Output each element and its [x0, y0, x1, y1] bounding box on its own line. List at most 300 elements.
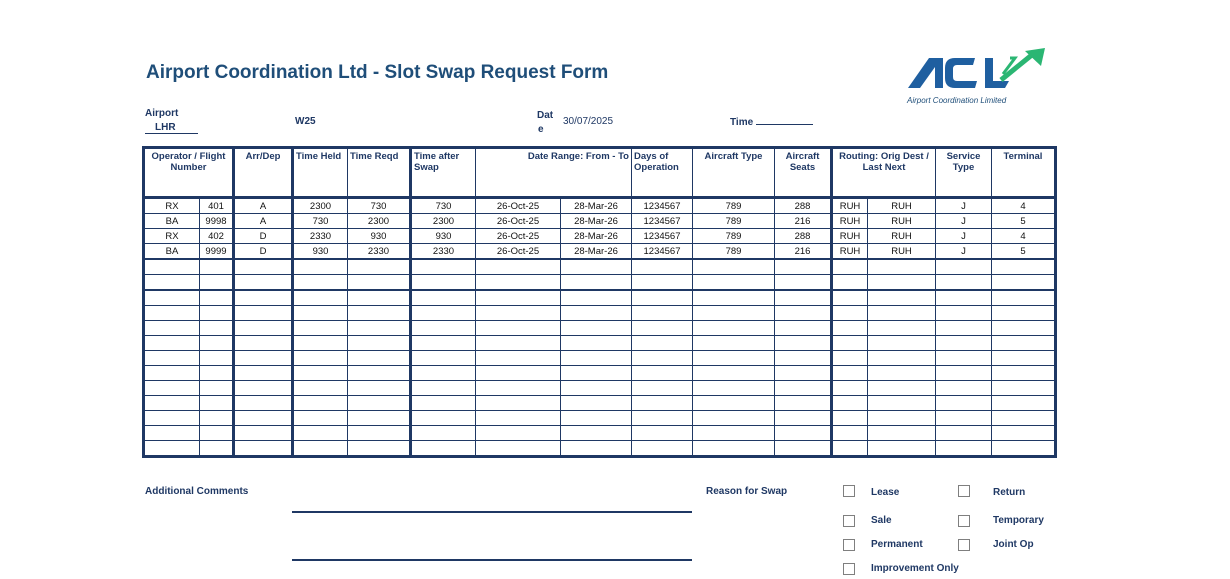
sale-checkbox[interactable]: [843, 515, 855, 527]
cell-arr-dep[interactable]: [234, 411, 293, 426]
cell-flight-number[interactable]: [200, 381, 234, 396]
cell-aircraft-type[interactable]: 789: [693, 244, 775, 260]
reason-for-swap-label: Reason for Swap: [706, 486, 788, 497]
table-row: [144, 214, 1056, 229]
cell-days[interactable]: 1234567: [632, 244, 693, 260]
cell-date-to[interactable]: 28-Mar-26: [561, 214, 632, 229]
cell-arr-dep[interactable]: A: [234, 198, 293, 214]
cell-destination[interactable]: [868, 321, 936, 336]
cell-time-reqd[interactable]: [348, 441, 411, 457]
cell-flight-number[interactable]: [200, 259, 234, 275]
cell-origin[interactable]: RUH: [832, 198, 868, 214]
cell-origin[interactable]: [832, 411, 868, 426]
table-row: [144, 351, 1056, 366]
cell-origin[interactable]: [832, 259, 868, 275]
cell-date-to[interactable]: [561, 366, 632, 381]
cell-time-reqd[interactable]: [348, 306, 411, 321]
cell-time-held[interactable]: 2330: [293, 229, 348, 244]
cell-operator[interactable]: [144, 396, 200, 411]
return-label: Return: [993, 487, 1026, 498]
cell-date-from[interactable]: [476, 366, 561, 381]
table-row: [144, 229, 1056, 244]
cell-origin[interactable]: [832, 336, 868, 351]
cell-time-held[interactable]: [293, 259, 348, 275]
cell-origin[interactable]: [832, 441, 868, 457]
cell-flight-number[interactable]: 402: [200, 229, 234, 244]
cell-days[interactable]: [632, 381, 693, 396]
table-row: [144, 441, 1056, 457]
table-row: [144, 275, 1056, 291]
cell-time-reqd[interactable]: [348, 290, 411, 306]
cell-date-from[interactable]: 26-Oct-25: [476, 244, 561, 260]
cell-time-reqd[interactable]: [348, 426, 411, 441]
cell-days[interactable]: [632, 275, 693, 291]
cell-service-type[interactable]: [936, 351, 992, 366]
cell-date-from[interactable]: [476, 381, 561, 396]
cell-date-from[interactable]: 26-Oct-25: [476, 214, 561, 229]
cell-flight-number[interactable]: [200, 411, 234, 426]
cell-aircraft-seats[interactable]: [775, 321, 832, 336]
cell-aircraft-seats[interactable]: 216: [775, 214, 832, 229]
cell-date-from[interactable]: [476, 411, 561, 426]
cell-arr-dep[interactable]: [234, 336, 293, 351]
cell-arr-dep[interactable]: [234, 290, 293, 306]
cell-terminal[interactable]: [992, 275, 1056, 291]
cell-destination[interactable]: [868, 366, 936, 381]
cell-days[interactable]: [632, 426, 693, 441]
cell-aircraft-type[interactable]: [693, 426, 775, 441]
cell-aircraft-seats[interactable]: [775, 426, 832, 441]
cell-origin[interactable]: [832, 275, 868, 291]
table-row: [144, 244, 1056, 260]
cell-date-from[interactable]: [476, 441, 561, 457]
cell-operator[interactable]: [144, 441, 200, 457]
cell-origin[interactable]: [832, 396, 868, 411]
cell-date-to[interactable]: 28-Mar-26: [561, 244, 632, 260]
cell-destination[interactable]: [868, 336, 936, 351]
cell-time-after[interactable]: [411, 259, 476, 275]
cell-operator[interactable]: [144, 306, 200, 321]
cell-days[interactable]: [632, 306, 693, 321]
cell-days[interactable]: [632, 366, 693, 381]
header-date-range: Date Range: From - To: [476, 148, 632, 198]
cell-date-from[interactable]: 26-Oct-25: [476, 198, 561, 214]
cell-flight-number[interactable]: [200, 306, 234, 321]
cell-flight-number[interactable]: 9999: [200, 244, 234, 260]
cell-date-from[interactable]: [476, 336, 561, 351]
cell-days[interactable]: 1234567: [632, 198, 693, 214]
cell-time-reqd[interactable]: [348, 411, 411, 426]
cell-time-reqd[interactable]: [348, 366, 411, 381]
cell-aircraft-seats[interactable]: [775, 336, 832, 351]
cell-arr-dep[interactable]: [234, 381, 293, 396]
cell-aircraft-seats[interactable]: 216: [775, 244, 832, 260]
cell-operator[interactable]: [144, 336, 200, 351]
cell-time-held[interactable]: [293, 381, 348, 396]
header-days: Days of Operation: [632, 148, 693, 198]
cell-aircraft-seats[interactable]: [775, 381, 832, 396]
cell-time-held[interactable]: [293, 411, 348, 426]
cell-operator[interactable]: [144, 290, 200, 306]
cell-service-type[interactable]: J: [936, 198, 992, 214]
cell-time-held[interactable]: [293, 351, 348, 366]
cell-service-type[interactable]: [936, 321, 992, 336]
improvement-only-checkbox[interactable]: [843, 563, 855, 575]
cell-date-to[interactable]: [561, 426, 632, 441]
cell-service-type[interactable]: [936, 366, 992, 381]
cell-date-to[interactable]: [561, 306, 632, 321]
comments-line-2[interactable]: [292, 559, 692, 561]
cell-date-from[interactable]: [476, 396, 561, 411]
cell-time-after[interactable]: 930: [411, 229, 476, 244]
time-field-line[interactable]: [756, 124, 813, 125]
cell-terminal[interactable]: 4: [992, 229, 1056, 244]
cell-origin[interactable]: [832, 366, 868, 381]
cell-time-reqd[interactable]: 2330: [348, 244, 411, 260]
header-arrdep: Arr/Dep: [234, 148, 293, 198]
cell-aircraft-type[interactable]: [693, 396, 775, 411]
cell-flight-number[interactable]: 9998: [200, 214, 234, 229]
cell-destination[interactable]: [868, 426, 936, 441]
cell-destination[interactable]: [868, 259, 936, 275]
cell-service-type[interactable]: J: [936, 214, 992, 229]
cell-time-reqd[interactable]: 2300: [348, 214, 411, 229]
cell-time-held[interactable]: [293, 275, 348, 291]
cell-aircraft-seats[interactable]: [775, 396, 832, 411]
table-row: [144, 290, 1056, 306]
date-label-part2: e: [538, 124, 544, 135]
cell-operator[interactable]: RX: [144, 198, 200, 214]
cell-time-after[interactable]: [411, 426, 476, 441]
cell-terminal[interactable]: [992, 426, 1056, 441]
cell-destination[interactable]: RUH: [868, 244, 936, 260]
cell-terminal[interactable]: [992, 306, 1056, 321]
cell-destination[interactable]: RUH: [868, 229, 936, 244]
cell-destination[interactable]: [868, 306, 936, 321]
cell-service-type[interactable]: [936, 259, 992, 275]
cell-service-type[interactable]: [936, 381, 992, 396]
cell-origin[interactable]: [832, 321, 868, 336]
cell-service-type[interactable]: [936, 426, 992, 441]
cell-aircraft-seats[interactable]: [775, 351, 832, 366]
cell-terminal[interactable]: [992, 411, 1056, 426]
cell-origin[interactable]: [832, 290, 868, 306]
cell-flight-number[interactable]: [200, 351, 234, 366]
cell-time-held[interactable]: [293, 426, 348, 441]
cell-arr-dep[interactable]: [234, 321, 293, 336]
cell-date-to[interactable]: [561, 336, 632, 351]
cell-aircraft-seats[interactable]: [775, 366, 832, 381]
cell-flight-number[interactable]: [200, 336, 234, 351]
cell-arr-dep[interactable]: [234, 275, 293, 291]
cell-origin[interactable]: RUH: [832, 214, 868, 229]
cell-arr-dep[interactable]: [234, 366, 293, 381]
table-row: [144, 411, 1056, 426]
cell-date-from[interactable]: [476, 275, 561, 291]
cell-origin[interactable]: [832, 426, 868, 441]
comments-line-1[interactable]: [292, 511, 692, 513]
cell-origin[interactable]: RUH: [832, 244, 868, 260]
cell-terminal[interactable]: [992, 259, 1056, 275]
cell-time-held[interactable]: [293, 336, 348, 351]
cell-time-reqd[interactable]: [348, 351, 411, 366]
cell-aircraft-type[interactable]: [693, 336, 775, 351]
cell-terminal[interactable]: [992, 290, 1056, 306]
cell-flight-number[interactable]: [200, 275, 234, 291]
cell-operator[interactable]: [144, 366, 200, 381]
cell-aircraft-type[interactable]: [693, 321, 775, 336]
cell-aircraft-seats[interactable]: [775, 290, 832, 306]
cell-time-after[interactable]: [411, 321, 476, 336]
cell-terminal[interactable]: [992, 441, 1056, 457]
cell-terminal[interactable]: [992, 381, 1056, 396]
cell-arr-dep[interactable]: [234, 259, 293, 275]
cell-operator[interactable]: [144, 411, 200, 426]
cell-date-to[interactable]: 28-Mar-26: [561, 229, 632, 244]
cell-date-from[interactable]: 26-Oct-25: [476, 229, 561, 244]
cell-time-after[interactable]: [411, 351, 476, 366]
cell-date-to[interactable]: [561, 351, 632, 366]
cell-arr-dep[interactable]: [234, 396, 293, 411]
cell-time-reqd[interactable]: [348, 321, 411, 336]
cell-time-reqd[interactable]: [348, 396, 411, 411]
cell-operator[interactable]: [144, 321, 200, 336]
cell-days[interactable]: [632, 259, 693, 275]
cell-service-type[interactable]: J: [936, 229, 992, 244]
cell-destination[interactable]: [868, 290, 936, 306]
cell-date-to[interactable]: [561, 396, 632, 411]
temporary-checkbox[interactable]: [958, 515, 970, 527]
cell-time-reqd[interactable]: [348, 336, 411, 351]
cell-destination[interactable]: [868, 396, 936, 411]
cell-aircraft-type[interactable]: 789: [693, 214, 775, 229]
cell-aircraft-type[interactable]: [693, 290, 775, 306]
cell-origin[interactable]: [832, 306, 868, 321]
cell-date-from[interactable]: [476, 426, 561, 441]
cell-aircraft-seats[interactable]: [775, 306, 832, 321]
cell-operator[interactable]: [144, 259, 200, 275]
cell-aircraft-seats[interactable]: [775, 259, 832, 275]
cell-aircraft-type[interactable]: [693, 275, 775, 291]
lease-checkbox[interactable]: [843, 485, 855, 497]
cell-flight-number[interactable]: [200, 396, 234, 411]
cell-time-held[interactable]: [293, 290, 348, 306]
cell-arr-dep[interactable]: D: [234, 229, 293, 244]
cell-date-to[interactable]: [561, 321, 632, 336]
cell-time-after[interactable]: [411, 411, 476, 426]
cell-arr-dep[interactable]: D: [234, 244, 293, 260]
cell-aircraft-type[interactable]: [693, 366, 775, 381]
cell-date-from[interactable]: [476, 306, 561, 321]
header-routing: Routing: Orig Dest / Last Next: [832, 148, 936, 198]
cell-flight-number[interactable]: 401: [200, 198, 234, 214]
cell-service-type[interactable]: [936, 290, 992, 306]
cell-days[interactable]: [632, 396, 693, 411]
cell-terminal[interactable]: 4: [992, 198, 1056, 214]
cell-destination[interactable]: [868, 381, 936, 396]
cell-time-held[interactable]: 930: [293, 244, 348, 260]
cell-origin[interactable]: RUH: [832, 229, 868, 244]
cell-aircraft-type[interactable]: [693, 351, 775, 366]
cell-destination[interactable]: [868, 275, 936, 291]
table-row: [144, 198, 1056, 214]
cell-operator[interactable]: RX: [144, 229, 200, 244]
cell-terminal[interactable]: [992, 366, 1056, 381]
improvement-only-label: Improvement Only: [871, 563, 959, 574]
cell-time-held[interactable]: [293, 396, 348, 411]
cell-flight-number[interactable]: [200, 426, 234, 441]
table-row: [144, 426, 1056, 441]
cell-origin[interactable]: [832, 381, 868, 396]
cell-days[interactable]: [632, 290, 693, 306]
return-checkbox[interactable]: [958, 485, 970, 497]
header-operator: Operator / Flight Number: [144, 148, 234, 198]
cell-time-after[interactable]: [411, 275, 476, 291]
cell-aircraft-type[interactable]: 789: [693, 229, 775, 244]
cell-destination[interactable]: [868, 411, 936, 426]
cell-flight-number[interactable]: [200, 441, 234, 457]
cell-arr-dep[interactable]: [234, 306, 293, 321]
cell-date-from[interactable]: [476, 351, 561, 366]
cell-date-to[interactable]: [561, 259, 632, 275]
cell-days[interactable]: [632, 441, 693, 457]
cell-operator[interactable]: BA: [144, 214, 200, 229]
cell-operator[interactable]: [144, 381, 200, 396]
logo-subtitle: Airport Coordination Limited: [907, 96, 1007, 105]
cell-time-held[interactable]: [293, 441, 348, 457]
cell-service-type[interactable]: [936, 336, 992, 351]
table-row: [144, 336, 1056, 351]
airport-value[interactable]: LHR: [155, 122, 176, 133]
cell-terminal[interactable]: [992, 396, 1056, 411]
cell-aircraft-seats[interactable]: [775, 411, 832, 426]
cell-aircraft-seats[interactable]: [775, 441, 832, 457]
table-row: [144, 396, 1056, 411]
cell-flight-number[interactable]: [200, 290, 234, 306]
cell-operator[interactable]: [144, 351, 200, 366]
cell-time-held[interactable]: [293, 306, 348, 321]
cell-days[interactable]: [632, 411, 693, 426]
cell-time-after[interactable]: [411, 441, 476, 457]
season-value[interactable]: W25: [295, 116, 316, 127]
cell-terminal[interactable]: 5: [992, 244, 1056, 260]
cell-service-type[interactable]: [936, 441, 992, 457]
time-label: Time: [730, 117, 754, 128]
cell-days[interactable]: [632, 321, 693, 336]
cell-destination[interactable]: RUH: [868, 214, 936, 229]
cell-aircraft-seats[interactable]: 288: [775, 198, 832, 214]
cell-time-after[interactable]: [411, 381, 476, 396]
cell-date-to[interactable]: [561, 381, 632, 396]
date-value[interactable]: 30/07/2025: [563, 116, 614, 127]
cell-terminal[interactable]: [992, 321, 1056, 336]
cell-arr-dep[interactable]: [234, 351, 293, 366]
cell-operator[interactable]: [144, 426, 200, 441]
cell-destination[interactable]: [868, 351, 936, 366]
additional-comments-label: Additional Comments: [145, 486, 249, 497]
cell-arr-dep[interactable]: [234, 441, 293, 457]
cell-operator[interactable]: BA: [144, 244, 200, 260]
header-aircraft-seats: Aircraft Seats: [775, 148, 832, 198]
cell-days[interactable]: [632, 351, 693, 366]
cell-time-after[interactable]: 2330: [411, 244, 476, 260]
cell-time-reqd[interactable]: 730: [348, 198, 411, 214]
cell-terminal[interactable]: 5: [992, 214, 1056, 229]
joint-op-checkbox[interactable]: [958, 539, 970, 551]
cell-aircraft-seats[interactable]: 288: [775, 229, 832, 244]
header-time-held: Time Held: [293, 148, 348, 198]
cell-days[interactable]: 1234567: [632, 229, 693, 244]
cell-time-reqd[interactable]: [348, 259, 411, 275]
cell-time-after[interactable]: [411, 290, 476, 306]
cell-time-after[interactable]: [411, 336, 476, 351]
cell-arr-dep[interactable]: A: [234, 214, 293, 229]
cell-operator[interactable]: [144, 275, 200, 291]
cell-days[interactable]: 1234567: [632, 214, 693, 229]
cell-date-from[interactable]: [476, 290, 561, 306]
cell-date-to[interactable]: [561, 275, 632, 291]
cell-time-reqd[interactable]: [348, 275, 411, 291]
joint-op-label: Joint Op: [993, 539, 1034, 550]
cell-flight-number[interactable]: [200, 366, 234, 381]
cell-aircraft-type[interactable]: [693, 381, 775, 396]
cell-aircraft-seats[interactable]: [775, 275, 832, 291]
cell-time-after[interactable]: [411, 306, 476, 321]
cell-aircraft-type[interactable]: [693, 441, 775, 457]
cell-aircraft-type[interactable]: [693, 259, 775, 275]
cell-terminal[interactable]: [992, 336, 1056, 351]
cell-days[interactable]: [632, 336, 693, 351]
cell-date-to[interactable]: 28-Mar-26: [561, 198, 632, 214]
cell-date-to[interactable]: [561, 411, 632, 426]
cell-date-to[interactable]: [561, 290, 632, 306]
cell-time-held[interactable]: 2300: [293, 198, 348, 214]
cell-aircraft-type[interactable]: [693, 306, 775, 321]
cell-destination[interactable]: RUH: [868, 198, 936, 214]
header-time-reqd: Time Reqd: [348, 148, 411, 198]
cell-time-after[interactable]: [411, 366, 476, 381]
cell-service-type[interactable]: [936, 411, 992, 426]
cell-arr-dep[interactable]: [234, 426, 293, 441]
permanent-checkbox[interactable]: [843, 539, 855, 551]
cell-time-after[interactable]: 730: [411, 198, 476, 214]
cell-aircraft-type[interactable]: [693, 411, 775, 426]
cell-destination[interactable]: [868, 441, 936, 457]
cell-aircraft-type[interactable]: 789: [693, 198, 775, 214]
cell-terminal[interactable]: [992, 351, 1056, 366]
sale-label: Sale: [871, 515, 892, 526]
cell-service-type[interactable]: [936, 306, 992, 321]
cell-time-held[interactable]: [293, 321, 348, 336]
cell-time-after[interactable]: 2300: [411, 214, 476, 229]
cell-time-reqd[interactable]: 930: [348, 229, 411, 244]
header-service-type: Service Type: [936, 148, 992, 198]
header-terminal: Terminal: [992, 148, 1056, 198]
cell-date-to[interactable]: [561, 441, 632, 457]
cell-flight-number[interactable]: [200, 321, 234, 336]
header-time-after: Time after Swap: [411, 148, 476, 198]
cell-origin[interactable]: [832, 351, 868, 366]
cell-time-held[interactable]: 730: [293, 214, 348, 229]
cell-service-type[interactable]: J: [936, 244, 992, 260]
cell-service-type[interactable]: [936, 275, 992, 291]
cell-date-from[interactable]: [476, 321, 561, 336]
cell-time-held[interactable]: [293, 366, 348, 381]
cell-date-from[interactable]: [476, 259, 561, 275]
cell-time-after[interactable]: [411, 396, 476, 411]
cell-service-type[interactable]: [936, 396, 992, 411]
cell-time-reqd[interactable]: [348, 381, 411, 396]
